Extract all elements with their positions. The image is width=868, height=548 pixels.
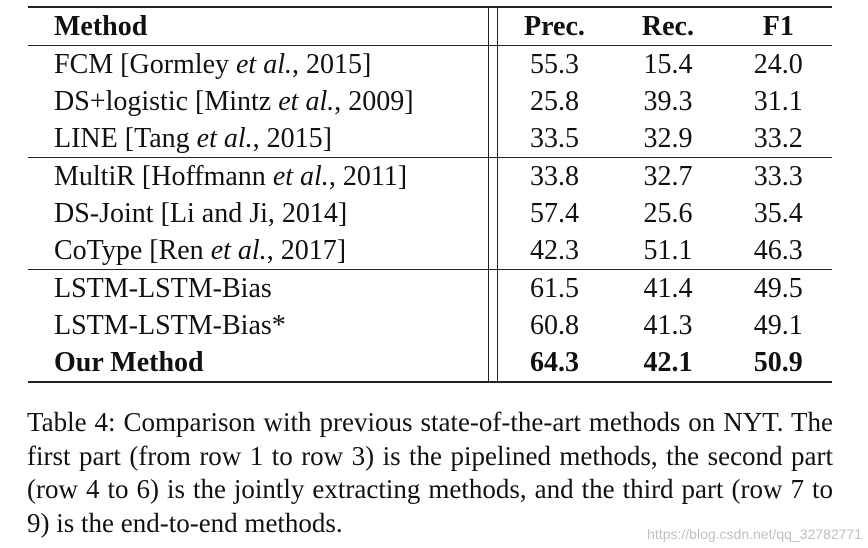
f1-cell: 50.9 — [725, 344, 832, 382]
table-row — [28, 307, 832, 344]
method-year: , 2011] — [328, 160, 408, 192]
prec-cell: 25.8 — [529, 85, 579, 117]
method-cell — [28, 158, 489, 196]
column-separator — [489, 232, 497, 270]
method-etal: et al. — [278, 85, 335, 117]
rec-cell: 32.9 — [643, 122, 693, 154]
column-separator — [489, 195, 497, 232]
prec-cell: 57.4 — [529, 197, 579, 229]
column-separator — [489, 7, 497, 46]
method-name: DS+logistic [Mintz — [54, 85, 279, 117]
rec-cell: 39.3 — [643, 85, 693, 117]
f1-cell: 35.4 — [753, 197, 803, 229]
column-separator — [489, 83, 497, 120]
method-year: , 2009] — [334, 85, 414, 117]
results-table — [28, 6, 832, 383]
rec-cell: 51.1 — [643, 234, 693, 266]
column-separator — [489, 344, 497, 382]
method-year: , 2017] — [266, 234, 347, 266]
method-etal: et al. — [236, 48, 292, 80]
column-separator — [489, 307, 497, 344]
header-row — [28, 7, 832, 46]
f1-cell: 24.0 — [753, 48, 803, 80]
method-cell — [28, 195, 489, 232]
method-cell — [28, 83, 489, 120]
table-row — [28, 195, 832, 232]
rec-cell: 42.1 — [611, 344, 724, 382]
column-separator — [489, 46, 497, 84]
prec-cell: 33.5 — [529, 122, 579, 154]
rec-cell: 25.6 — [643, 197, 693, 229]
method-year: , 2015] — [252, 122, 332, 154]
method-etal: et al. — [272, 160, 329, 192]
header-prec: Prec. — [497, 7, 611, 46]
column-separator — [489, 120, 497, 158]
rec-cell: 41.4 — [611, 270, 724, 308]
method-cell — [28, 344, 489, 382]
table-caption: Table 4: Comparison with previous state-of-the-art methods on NYT. The first part (from row 1 to row 3) is the pipelined methods, the second part (row 4 to 6) is the jointly extracting methods, and the third part (row 7 to 9) is the end-to-end methods. — [27, 407, 833, 538]
watermark: https://blog.csdn.net/qq_32782771 — [647, 526, 862, 542]
f1-cell: 33.2 — [753, 122, 803, 154]
f1-cell: 31.1 — [753, 85, 803, 117]
rec-cell: 15.4 — [643, 48, 693, 80]
method-cell — [28, 270, 489, 308]
prec-cell: 55.3 — [529, 48, 579, 80]
method-cell — [28, 232, 489, 270]
method-name: MultiR [Hoffmann — [54, 160, 273, 192]
header-method: Method — [28, 7, 489, 46]
column-separator — [489, 158, 497, 196]
f1-cell: 33.3 — [725, 158, 832, 196]
column-separator — [489, 270, 497, 308]
method-name: LINE [Tang — [54, 122, 197, 154]
table-row — [28, 232, 832, 270]
prec-cell: 64.3 — [497, 344, 611, 382]
table-row — [28, 158, 832, 196]
f1-cell: 49.5 — [725, 270, 832, 308]
header-rec: Rec. — [611, 7, 724, 46]
method-etal: et al. — [210, 234, 267, 266]
table-row — [28, 83, 832, 120]
method-name: DS-Joint [Li and Ji, 2014] — [54, 197, 348, 229]
rec-cell: 32.7 — [611, 158, 724, 196]
rec-cell: 41.3 — [643, 309, 693, 341]
method-name: FCM [Gormley — [54, 48, 236, 80]
method-year: , 2015] — [292, 48, 372, 80]
method-name: CoType [Ren — [54, 234, 211, 266]
table-row — [28, 46, 832, 84]
table-row — [28, 120, 832, 158]
prec-cell: 60.8 — [529, 309, 579, 341]
method-cell — [28, 120, 489, 158]
table-body — [28, 46, 832, 383]
method-etal: et al. — [196, 122, 253, 154]
results-table-container — [28, 6, 832, 383]
prec-cell: 42.3 — [529, 234, 579, 266]
table-row — [28, 270, 832, 308]
method-cell — [28, 307, 489, 344]
method-name: LSTM-LSTM-Bias* — [54, 309, 286, 341]
header-f1: F1 — [725, 7, 832, 46]
method-name: LSTM-LSTM-Bias — [54, 272, 272, 304]
f1-cell: 49.1 — [753, 309, 803, 341]
prec-cell: 33.8 — [497, 158, 611, 196]
method-name: Our Method — [54, 346, 204, 378]
table-row — [28, 344, 832, 382]
prec-cell: 61.5 — [497, 270, 611, 308]
method-cell — [28, 46, 489, 84]
f1-cell: 46.3 — [753, 234, 803, 266]
